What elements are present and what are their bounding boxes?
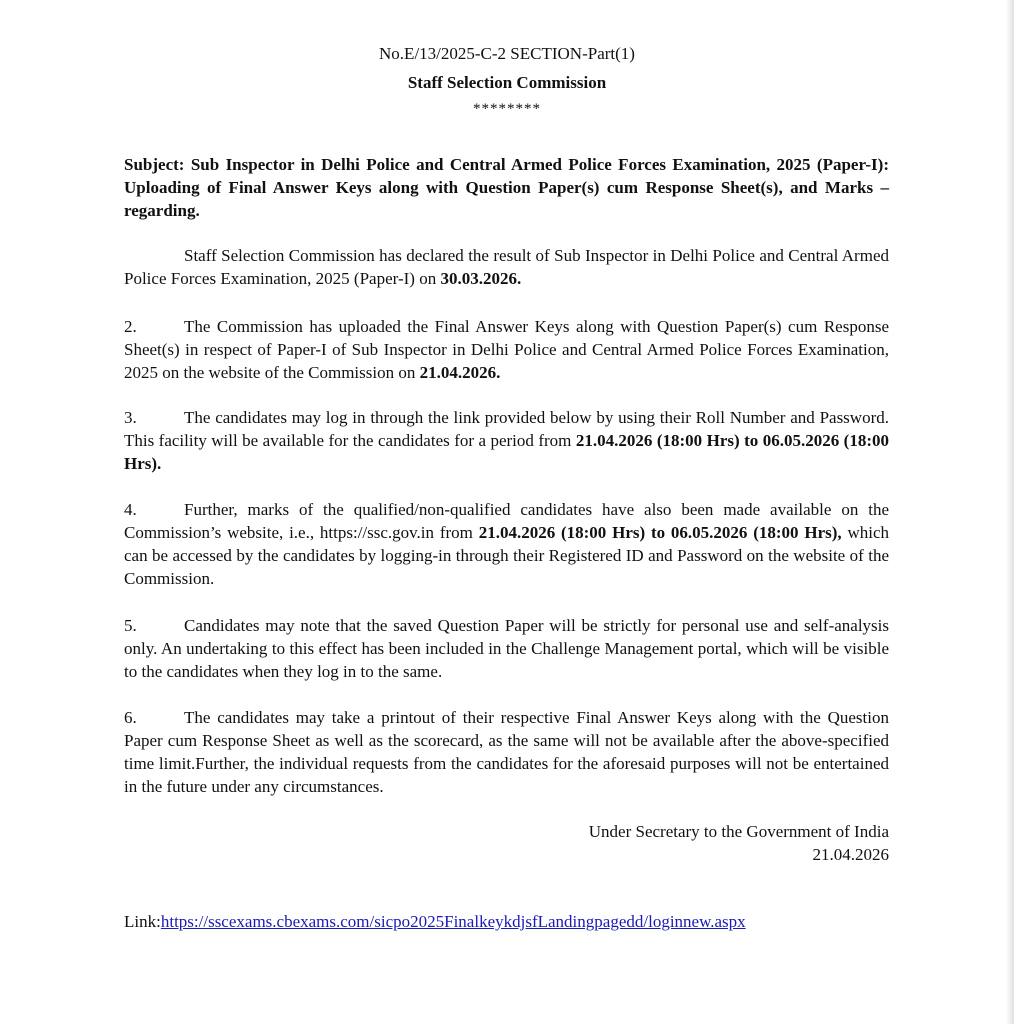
paragraph-6-text: The candidates may take a printout of their respective Final Answer Keys along with the Question Paper cum Response Sheet as well as the scorecard, as the same will not be available after the above-specified time limit.Further, the individual requests from the candidates for the aforesaid purposes will not be entertained in the future under any circumstances. (124, 708, 889, 796)
paragraph-3 (124, 406, 889, 475)
reference-number: No.E/13/2025-C-2 SECTION-Part(1) (379, 44, 635, 63)
paragraph-3-text: The candidates may log in through the link provided below by using their Roll Number and Password. This facility will be available for the candidates for a period from (124, 408, 889, 450)
result-date: 30.03.2026. (440, 269, 522, 288)
paragraph-1 (124, 244, 889, 290)
paragraph-2-text: The Commission has uploaded the Final Answer Keys along with Question Paper(s) cum Response Sheet(s) in respect of Paper-I of Sub Inspector in Delhi Police and Central Armed Police Forces Examination, 2025 on the website of the Commission on (124, 317, 889, 382)
login-link[interactable]: https://sscexams.cbexams.com/sicpo2025FinalkeykdjsfLandingpagedd/loginnew.aspx (160, 912, 746, 931)
paragraph-4 (124, 498, 889, 590)
login-period: 21.04.2026 (18:00 Hrs) to 06.05.2026 (18:00 Hrs). (124, 431, 889, 473)
page-edge-shadow (1006, 0, 1014, 1024)
paragraph-1-text: Staff Selection Commission has declared the result of Sub Inspector in Delhi Police and Central Armed Police Forces Examination, 2025 (Paper-I) on (124, 246, 889, 288)
upload-date: 21.04.2026. (419, 363, 501, 382)
paragraph-5 (124, 614, 889, 683)
signature-date: 21.04.2026 (812, 845, 889, 864)
subject-line: Subject: Sub Inspector in Delhi Police and Central Armed Police Forces Examination, 2025 (Paper-I): Uploading of Final Answer Keys along with Question Paper(s) cum Response Sheet(s), and Marks – regarding. (124, 155, 889, 220)
organization-title: Staff Selection Commission (407, 73, 607, 92)
marks-period: 21.04.2026 (18:00 Hrs) to 06.05.2026 (18:00 Hrs), (478, 523, 842, 542)
paragraph-6 (124, 706, 889, 798)
paragraph-5-number: 5. (124, 616, 137, 635)
paragraph-4-text-b: which can be accessed by the candidates by logging-in through their Registered ID and Password on the website of the Commission. (124, 523, 889, 588)
paragraph-2-number: 2. (124, 317, 137, 336)
link-line (124, 910, 889, 933)
paragraph-4-text-a: Further, marks of the qualified/non-qualified candidates have also been made available on the Commission’s website, i.e., https://ssc.gov.in from (124, 500, 889, 542)
separator: ******** (473, 101, 541, 117)
paragraph-4-number: 4. (124, 500, 137, 519)
paragraph-3-number: 3. (124, 408, 137, 427)
link-label: Link: (124, 912, 161, 931)
paragraph-6-number: 6. (124, 708, 137, 727)
signatory-title: Under Secretary to the Government of India (588, 822, 889, 841)
paragraph-2 (124, 315, 889, 384)
paragraph-5-text: Candidates may note that the saved Question Paper will be strictly for personal use and self-analysis only. An undertaking to this effect has been included in the Challenge Management portal, which will be visible to the candidates when they log in to the same. (124, 616, 889, 681)
